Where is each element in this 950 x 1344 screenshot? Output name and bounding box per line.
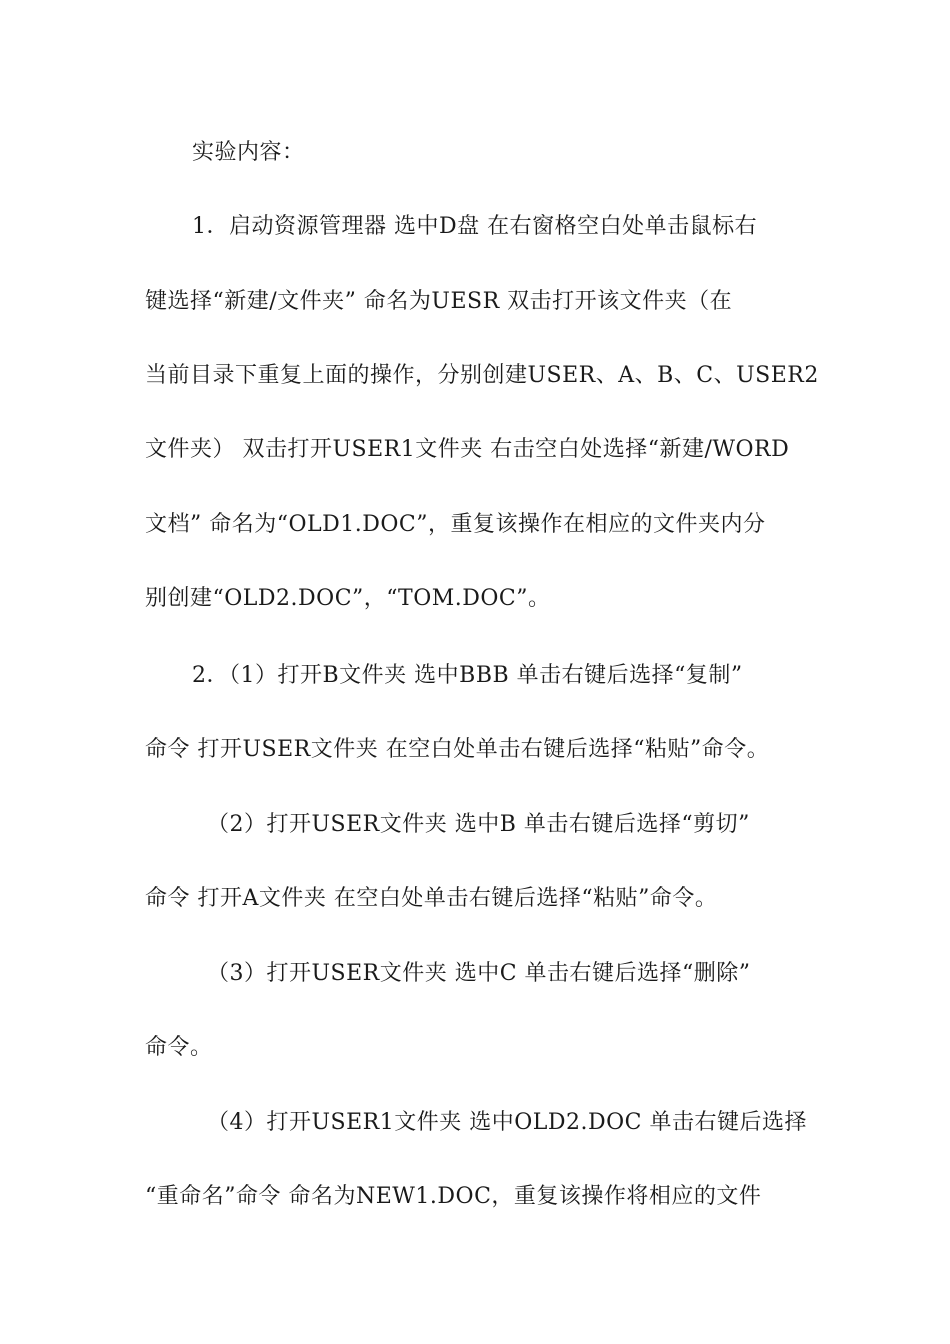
text-line: 命令 打开A文件夹 在空白处单击右键后选择“粘贴”命令。 bbox=[145, 886, 718, 911]
text-line: 当前目录下重复上面的操作，分别创建USER、A、B、C、USER2 bbox=[145, 363, 819, 388]
text-line: “重命名”命令 命名为NEW1.DOC，重复该操作将相应的文件 bbox=[145, 1184, 762, 1209]
text-line: 别创建“OLD2.DOC”，“TOM.DOC”。 bbox=[145, 586, 551, 611]
text-line: 文件夹） 双击打开USER1文件夹 右击空白处选择“新建/WORD bbox=[145, 437, 790, 462]
section-heading: 实验内容： bbox=[192, 140, 305, 165]
text-line: （3）打开USER文件夹 选中C 单击右键后选择“删除” bbox=[207, 961, 751, 986]
text-line: 键选择“新建/文件夹” 命名为UESR 双击打开该文件夹（在 bbox=[145, 289, 733, 314]
text-line: 命令 打开USER文件夹 在空白处单击右键后选择“粘贴”命令。 bbox=[145, 737, 770, 762]
text-line: 命令。 bbox=[145, 1035, 213, 1060]
text-line: 1．启动资源管理器 选中D盘 在右窗格空白处单击鼠标右 bbox=[192, 214, 758, 239]
text-line: 2．（1）打开B文件夹 选中BBB 单击右键后选择“复制” bbox=[192, 663, 743, 688]
text-line: （4）打开USER1文件夹 选中OLD2.DOC 单击右键后选择 bbox=[207, 1110, 808, 1135]
text-line: 文档” 命名为“OLD1.DOC”，重复该操作在相应的文件夹内分 bbox=[145, 512, 766, 537]
text-line: （2）打开USER文件夹 选中B 单击右键后选择“剪切” bbox=[207, 812, 750, 837]
